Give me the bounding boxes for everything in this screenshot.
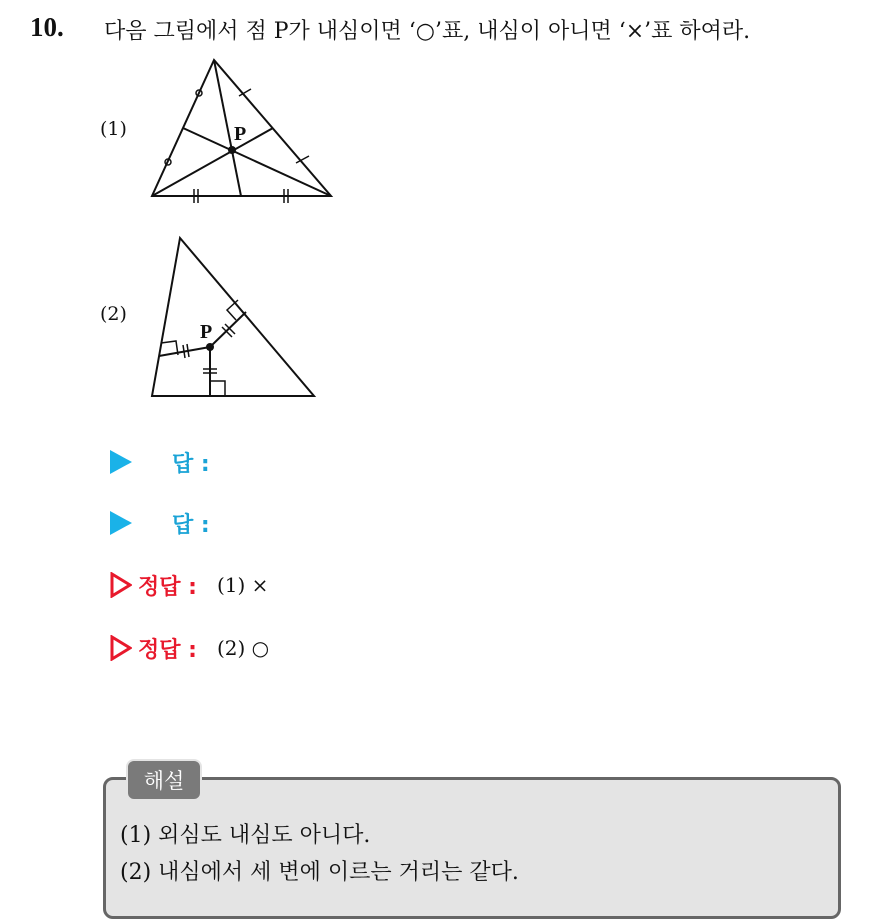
figure-2-triangle [140,225,330,405]
answer-blank-1[interactable] [110,445,210,479]
figure-1-point-label: P [234,123,247,145]
correct-answer-label: 정답 : [138,574,197,600]
explanation-line-1: (1) 외심도 내심도 아니다. [120,823,371,848]
explanation-tag: 해설 [126,759,202,801]
figure-1-triangle [140,50,340,210]
correct-answer-label: 정답 : [138,637,197,663]
correct-answer-value: (1) × [216,573,269,597]
outline-triangle-icon [110,572,132,598]
figure-1-label: (1) [100,118,127,140]
question-number: 10. [30,12,64,42]
play-marker-icon [110,450,132,474]
explanation-line-2: (2) 내심에서 세 변에 이르는 거리는 같다. [120,860,519,885]
answer-label: 답 : [172,451,210,477]
correct-answer-2 [110,631,269,665]
correct-answer-1 [110,568,268,602]
figure-2-point-label: P [200,321,213,343]
answer-label: 답 : [172,512,210,538]
outline-triangle-icon [110,635,132,661]
answer-blank-2[interactable] [110,506,210,540]
play-marker-icon [110,511,132,535]
question-text: 다음 그림에서 점 P가 내심이면 ‘○’표, 내심이 아니면 ‘×’표 하여라. [104,19,751,44]
figure-2-label: (2) [100,303,127,325]
correct-answer-value: (2) ○ [216,636,270,660]
